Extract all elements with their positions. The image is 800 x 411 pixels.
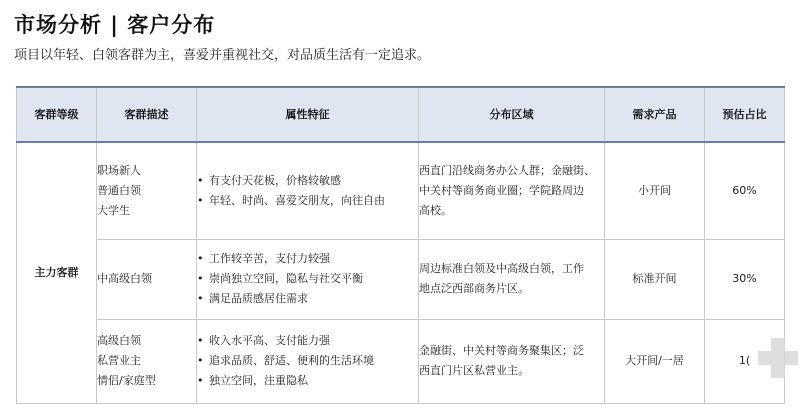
header-share: 预估占比 xyxy=(705,87,785,142)
header-grade: 客群等级 xyxy=(17,87,97,142)
attribute-item: • 崇尚独立空间，隐私与社交平衡 xyxy=(197,269,418,289)
bullet-icon: • xyxy=(197,334,204,347)
distribution-line: 中关村等商务商业圈；学院路周边 xyxy=(419,183,584,197)
table-row xyxy=(17,142,785,239)
cell-distribution xyxy=(419,142,605,239)
bullet-icon: • xyxy=(197,173,204,187)
description-line: 私营业主 xyxy=(97,354,141,367)
page-subtitle: 项目以年轻、白领客群为主，喜爱并重视社交，对品质生活有一定追求。 xyxy=(14,48,431,63)
bullet-icon: • xyxy=(197,252,204,265)
distribution-line: 金融街、中关村等商务聚集区；泛 xyxy=(419,344,584,357)
attribute-item: • 有支付天花板，价格较敏感 xyxy=(197,171,418,191)
distribution-line: 高校。 xyxy=(419,203,452,217)
attribute-item: • 满足品质感居住需求 xyxy=(197,289,418,309)
description-line: 中高级白领 xyxy=(97,272,152,285)
cell-share: 60% xyxy=(705,142,785,239)
cell-attributes xyxy=(197,319,419,403)
cell-description xyxy=(97,239,197,319)
description-line: 情侣/家庭型 xyxy=(97,374,156,387)
distribution-line: 西直门片区私营业主。 xyxy=(419,364,529,377)
cell-distribution xyxy=(419,239,605,319)
attribute-item: • 独立空间，注重隐私 xyxy=(197,371,418,391)
description-line: 大学生 xyxy=(97,203,130,217)
table-header-row xyxy=(17,87,785,142)
page-title: 市场分析 | 客户分布 xyxy=(14,13,216,37)
cell-share: 30% xyxy=(705,239,785,319)
bullet-icon: • xyxy=(197,292,204,305)
table-row xyxy=(17,239,785,319)
distribution-line: 周边标准白领及中高级白领，工作 xyxy=(419,262,584,275)
description-line: 普通白领 xyxy=(97,183,141,197)
bullet-icon: • xyxy=(197,354,204,367)
distribution-line: 地点泛西部商务片区。 xyxy=(419,282,529,295)
description-line: 职场新人 xyxy=(97,163,141,177)
description-line: 高级白领 xyxy=(97,334,141,347)
cell-product: 小开间 xyxy=(605,142,705,239)
cell-description xyxy=(97,142,197,239)
customer-segment-table xyxy=(16,86,785,404)
cell-attributes xyxy=(197,239,419,319)
bullet-icon: • xyxy=(197,374,204,387)
header-product: 需求产品 xyxy=(605,87,705,142)
bullet-icon: • xyxy=(197,193,204,207)
attribute-item: • 收入水平高、支付能力强 xyxy=(197,331,418,351)
distribution-line: 西直门沿线商务办公人群；金融街、 xyxy=(419,163,595,177)
header-description: 客群描述 xyxy=(97,87,197,142)
bullet-icon: • xyxy=(197,272,204,285)
cell-share: 1( xyxy=(705,319,785,403)
header-attributes: 属性特征 xyxy=(197,87,419,142)
cell-description xyxy=(97,319,197,403)
header-distribution: 分布区域 xyxy=(419,87,605,142)
attribute-item: • 追求品质、舒适、便利的生活环境 xyxy=(197,351,418,371)
cross-watermark-icon xyxy=(756,336,800,380)
table-row xyxy=(17,319,785,403)
cell-product: 大开间/一居 xyxy=(605,319,705,403)
attribute-item: • 年轻、时尚、喜爱交朋友，向往自由 xyxy=(197,191,418,211)
attribute-item: • 工作较辛苦，支付力较强 xyxy=(197,249,418,269)
cell-distribution xyxy=(419,319,605,403)
cell-attributes xyxy=(197,142,419,239)
group-label: 主力客群 xyxy=(17,142,97,403)
cell-product: 标准开间 xyxy=(605,239,705,319)
